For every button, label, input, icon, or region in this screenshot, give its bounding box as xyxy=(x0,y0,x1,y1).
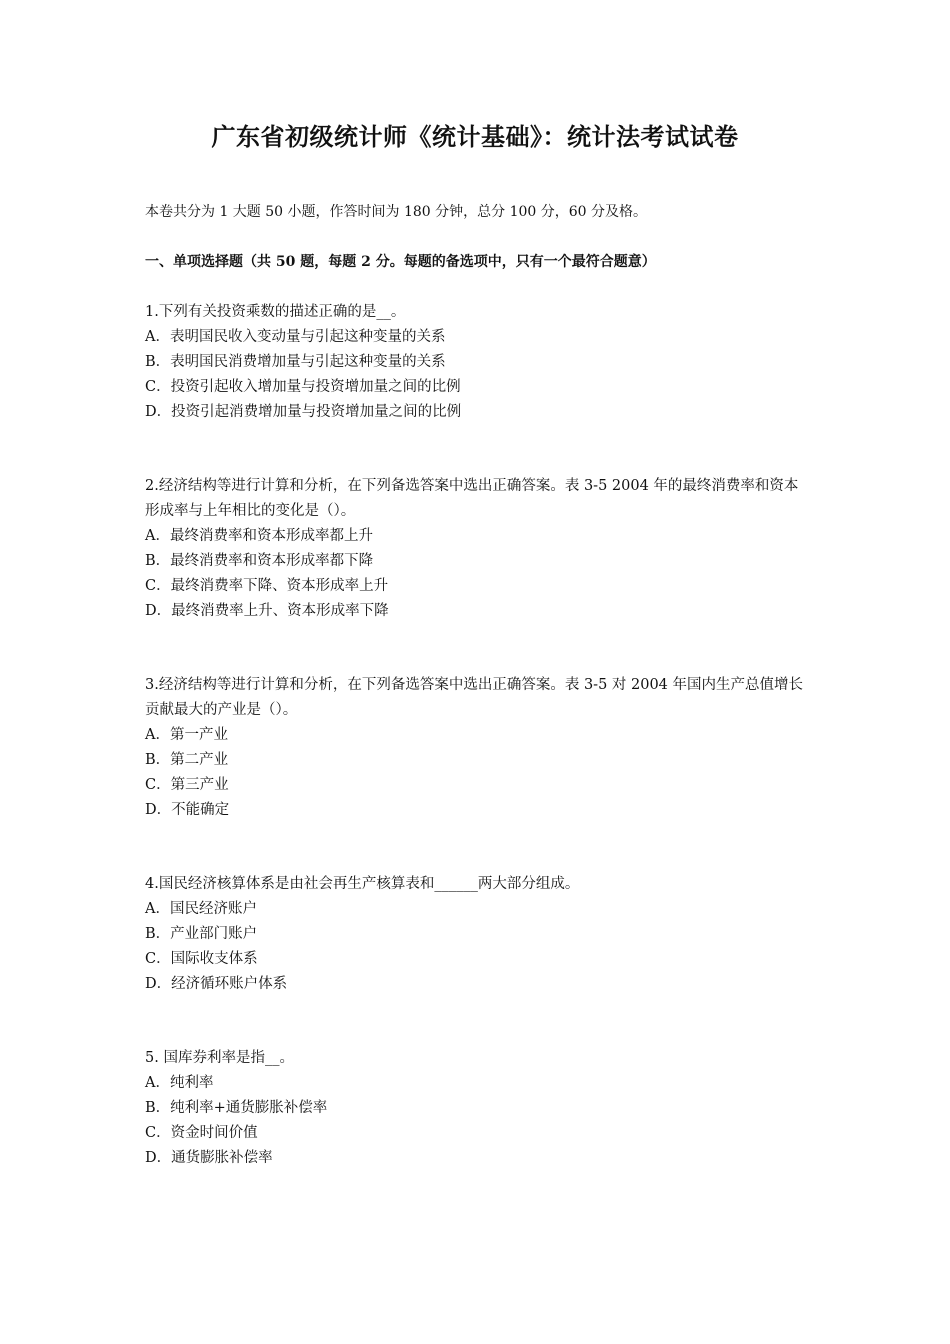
question-5 xyxy=(145,1046,810,1171)
question-1 xyxy=(145,300,810,425)
question-2 xyxy=(145,474,810,624)
option-a: A．国民经济账户 xyxy=(145,901,257,917)
option-a: A．最终消费率和资本形成率都上升 xyxy=(145,528,373,544)
option-a: A．纯利率 xyxy=(145,1075,214,1091)
option-b: B．产业部门账户 xyxy=(145,926,258,942)
option-c: C．最终消费率下降、资本形成率上升 xyxy=(145,578,389,594)
option-d: D．经济循环账户体系 xyxy=(145,976,288,992)
document-title: 广东省初级统计师《统计基础》：统计法考试试卷 xyxy=(211,123,739,151)
exam-intro: 本卷共分为 1 大题 50 小题，作答时间为 180 分钟，总分 100 分，60 分及格。 xyxy=(145,204,648,220)
option-b: B．表明国民消费增加量与引起这种变量的关系 xyxy=(145,354,446,370)
question-stem: 1.下列有关投资乘数的描述正确的是__。 xyxy=(145,304,406,320)
option-d: D．投资引起消费增加量与投资增加量之间的比例 xyxy=(145,404,462,420)
question-stem: 3.经济结构等进行计算和分析，在下列备选答案中选出正确答案。表 3-5 对 2004 年国内生产总值增长贡献最大的产业是（）。 xyxy=(145,677,804,718)
question-stem: 4.国民经济核算体系是由社会再生产核算表和______两大部分组成。 xyxy=(145,876,580,892)
section-heading: 一、单项选择题（共 50 题，每题 2 分。每题的备选项中，只有一个最符合题意） xyxy=(145,254,656,270)
question-3 xyxy=(145,673,810,823)
option-d: D．最终消费率上升、资本形成率下降 xyxy=(145,603,389,619)
option-d: D．不能确定 xyxy=(145,802,230,818)
option-a: A．表明国民收入变动量与引起这种变量的关系 xyxy=(145,329,446,345)
question-4 xyxy=(145,872,810,997)
option-c: C．第三产业 xyxy=(145,777,229,793)
option-c: C．资金时间价值 xyxy=(145,1125,258,1141)
question-stem: 5. 国库券利率是指__。 xyxy=(145,1050,294,1066)
option-b: B．第二产业 xyxy=(145,752,229,768)
question-stem: 2.经济结构等进行计算和分析，在下列备选答案中选出正确答案。表 3-5 2004 年的最终消费率和资本形成率与上年相比的变化是（）。 xyxy=(145,478,799,519)
option-a: A．第一产业 xyxy=(145,727,228,743)
option-b: B．纯利率+通货膨胀补偿率 xyxy=(145,1100,328,1116)
option-d: D．通货膨胀补偿率 xyxy=(145,1150,273,1166)
option-b: B．最终消费率和资本形成率都下降 xyxy=(145,553,374,569)
option-c: C．投资引起收入增加量与投资增加量之间的比例 xyxy=(145,379,461,395)
option-c: C．国际收支体系 xyxy=(145,951,258,967)
